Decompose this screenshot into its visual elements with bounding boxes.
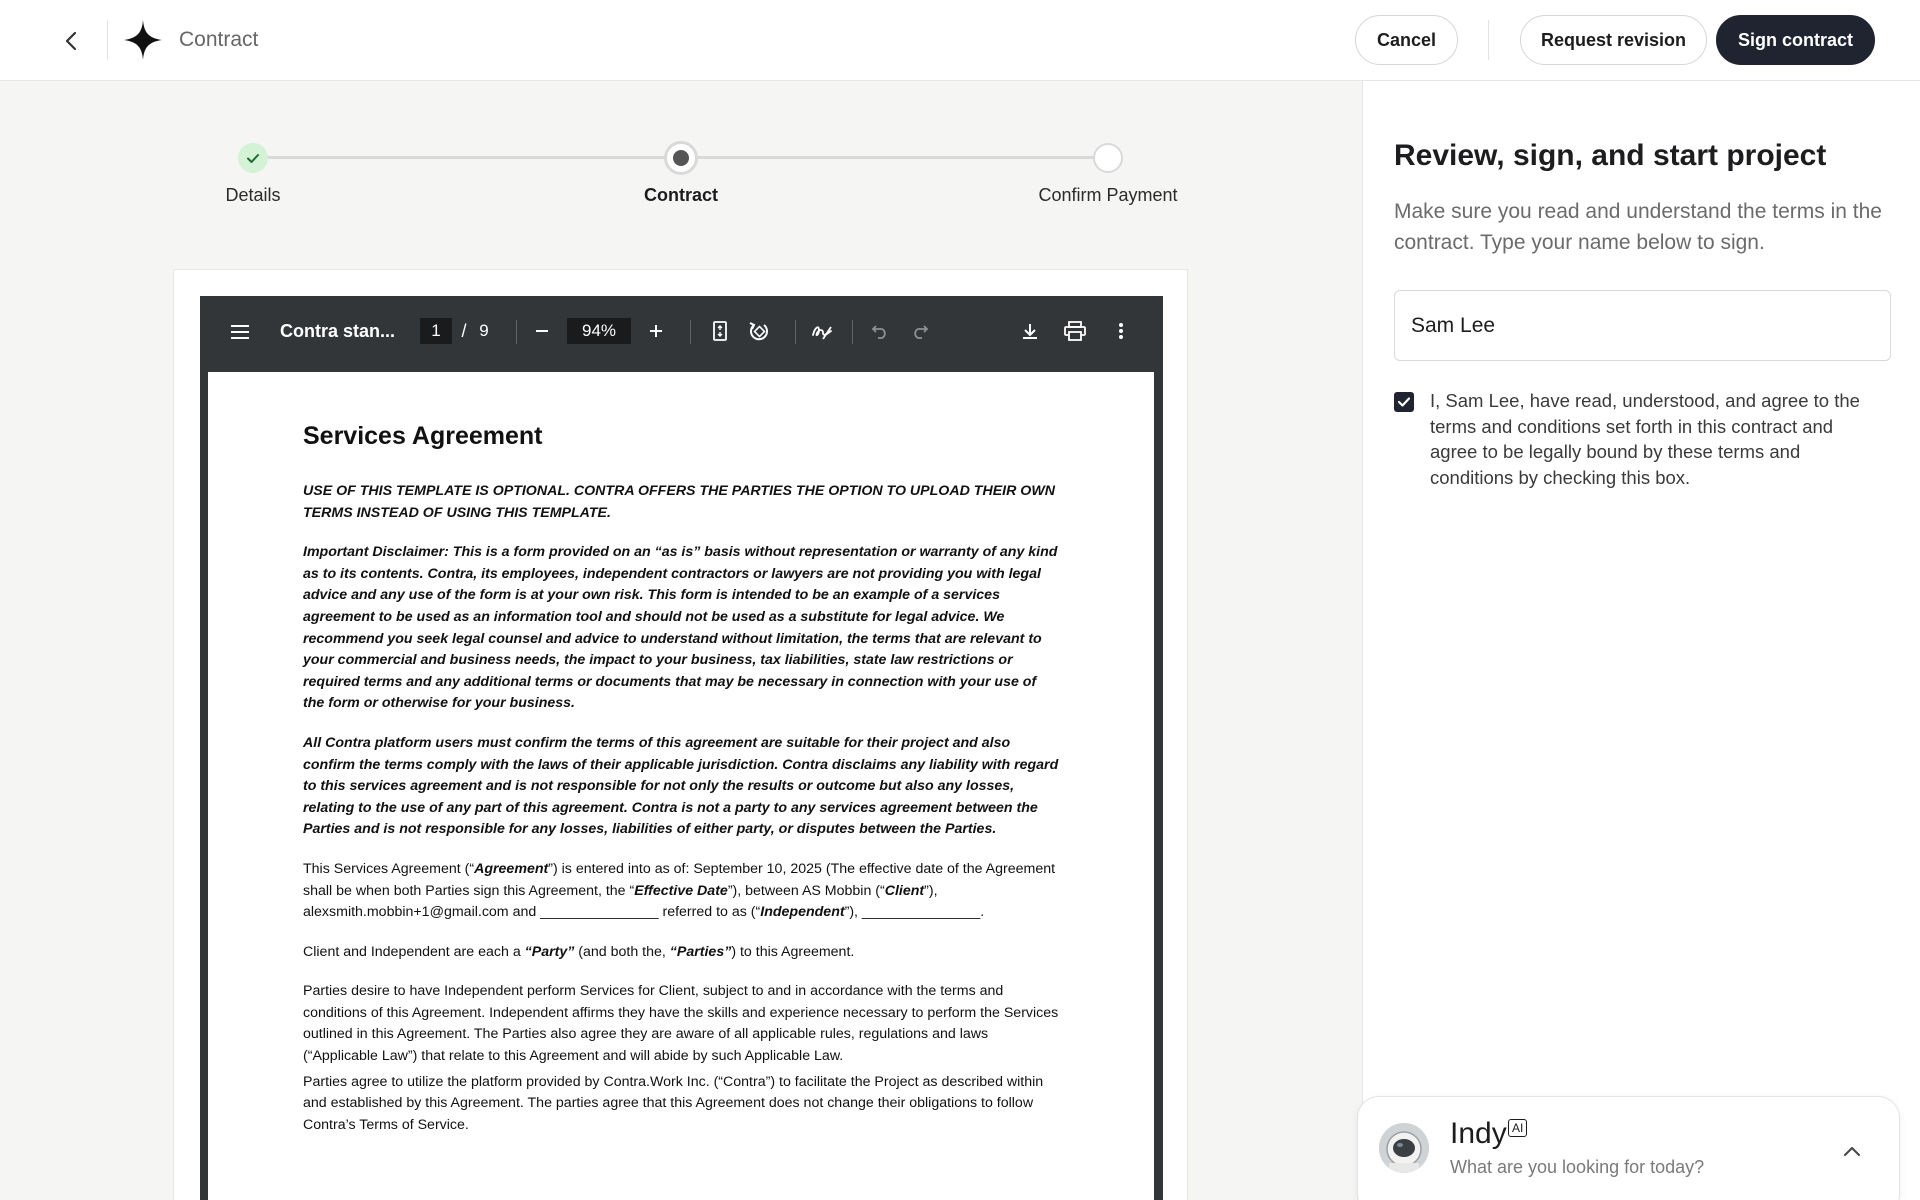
assistant-prompt: What are you looking for today? <box>1450 1157 1705 1177</box>
agree-label: I, Sam Lee, have read, understood, and agree to the terms and conditions set forth in this contract and agree to be legally bound by these terms and conditions by checking this box. <box>1430 390 1860 488</box>
total-pages: 9 <box>479 321 489 340</box>
rotate-button[interactable] <box>746 318 772 344</box>
request-revision-button[interactable]: Request revision <box>1520 15 1707 65</box>
step-label-confirm-payment: Confirm Payment <box>1038 185 1178 205</box>
menu-button[interactable] <box>226 318 254 346</box>
step-label-contract: Contract <box>643 185 718 205</box>
assistant-widget[interactable] <box>1357 1096 1900 1200</box>
chevron-left-icon <box>64 30 78 52</box>
back-button[interactable] <box>52 24 90 58</box>
contra-logo-icon <box>124 20 162 60</box>
page-number-input[interactable]: 1 <box>420 318 452 344</box>
chevron-up-icon <box>1843 1146 1861 1157</box>
sign-contract-button[interactable]: Sign contract <box>1716 15 1875 65</box>
panel-subtitle: Make sure you read and understand the terms in the contract. Type your name below to sign. <box>1394 200 1882 254</box>
document-paragraph: Parties agree to utilize the platform provided by Contra.Work Inc. (“Contra”) to facilitate the Project as described within and established by this Agreement. The parties agree that this Agreement does not change their obligations to follow Contra’s Terms of Service. <box>303 1073 1044 1133</box>
redo-icon <box>911 323 929 339</box>
minus-icon <box>534 323 550 339</box>
stepper-connector <box>253 156 680 159</box>
redo-button[interactable] <box>907 318 933 344</box>
page-title: Contract <box>179 28 259 51</box>
step-label-details: Details <box>225 185 281 205</box>
download-icon <box>1021 322 1039 340</box>
step-complete-dot <box>238 143 268 173</box>
astronaut-avatar-icon <box>1379 1123 1429 1173</box>
zoom-out-button[interactable] <box>529 318 555 344</box>
rotate-icon <box>748 320 770 342</box>
undo-button[interactable] <box>867 318 893 344</box>
check-icon <box>238 143 268 173</box>
step-upcoming-dot <box>1093 143 1123 173</box>
pdf-toolbar <box>200 296 1163 367</box>
document-title: Services Agreement <box>303 422 543 450</box>
pdf-page <box>208 372 1154 1200</box>
main-content <box>0 81 1362 1200</box>
divider <box>1488 20 1489 60</box>
assistant-avatar <box>1379 1123 1429 1173</box>
toolbar-divider <box>690 320 691 344</box>
toolbar-divider <box>795 320 796 344</box>
document-paragraph: This Services Agreement (“Agreement”) is entered into as of: September 10, 2025 (The effective date of the Agreement shall be when both Parties sign this Agreement, the “Effective Date”), between AS Mobbin (“Client”), alexsmith.mobbin+1@gmail.com and _______________ referred to as (“Independent”), _______________. <box>303 860 1056 921</box>
fit-page-icon <box>712 321 728 341</box>
assistant-name: Indy <box>1450 1117 1507 1150</box>
divider <box>107 20 108 60</box>
download-button[interactable] <box>1017 318 1043 344</box>
print-button[interactable] <box>1062 318 1088 344</box>
document-paragraph: Important Disclaimer: This is a form provided on an “as is” basis without representation or warranty of any kind as to its contents. Contra, its employees, independent contractors or lawyers are not providing you with legal advice and any use of the form is at your own risk. This form is intended to be an example of a services agreement to be used as an information tool and should not be used as a substitute for legal advice. We recommend you seek legal counsel and advice to understand without limitation, the terms that are relevant to your commercial and business needs, the impact to your business, tax liabilities, state law restrictions or required terms and any additional terms or documents that may be necessary in connection with your use of the form or otherwise for your business. <box>303 544 1058 712</box>
zoom-input[interactable]: 94% <box>567 318 631 344</box>
plus-icon <box>648 323 664 339</box>
document-paragraph: All Contra platform users must confirm the terms of this agreement are suitable for their project and also confirm the terms comply with the laws of their applicable jurisdiction. Contra disclaims any liability with regard to this services agreement and is not responsible for not only the results or outcome but also any losses, relating to the use of any part of this agreement. Contra is not a party to any services agreement between the Parties and is not responsible for any losses, liabilities of either party, or disputes between the Parties. <box>303 734 1059 838</box>
top-bar <box>0 0 1920 81</box>
page-separator: / <box>461 320 467 341</box>
more-options-button[interactable] <box>1108 318 1134 344</box>
cancel-button[interactable]: Cancel <box>1355 15 1458 65</box>
document-paragraph: USE OF THIS TEMPLATE IS OPTIONAL. CONTRA OFFERS THE PARTIES THE OPTION TO UPLOAD THEIR OWN TERMS INSTEAD OF USING THIS TEMPLATE. <box>303 483 1055 521</box>
signature-name-input[interactable] <box>1394 290 1891 361</box>
print-icon <box>1064 321 1086 341</box>
signature-pen-icon <box>811 321 833 341</box>
annotate-button[interactable] <box>809 318 835 344</box>
toolbar-divider <box>852 320 853 344</box>
ai-badge: AI <box>1508 1119 1527 1137</box>
toolbar-divider <box>516 320 517 344</box>
panel-title: Review, sign, and start project <box>1394 139 1827 172</box>
zoom-in-button[interactable] <box>643 318 669 344</box>
document-paragraph: Client and Independent are each a “Party” (and both the, “Parties”) to this Agreement. <box>303 943 855 960</box>
stepper-connector <box>680 156 1108 159</box>
step-current-dot <box>664 141 698 175</box>
pdf-file-name: Contra stan... <box>280 320 396 341</box>
hamburger-icon <box>230 324 250 340</box>
pdf-viewer <box>200 296 1163 1200</box>
check-icon <box>1397 396 1411 408</box>
expand-assistant-button[interactable] <box>1840 1141 1864 1161</box>
contract-card <box>173 269 1188 1200</box>
sign-panel <box>1362 81 1920 1200</box>
agree-checkbox[interactable] <box>1394 392 1414 412</box>
document-paragraph: Parties desire to have Independent perform Services for Client, subject to and in accordance with the terms and conditions of this Agreement. Independent affirms they have the skills and experience necessary to perform the Services outlined in this Agreement. The Parties also agree they are aware of all applicable rules, regulations and laws (“Applicable Law”) that relate to this Agreement and will abide by such Applicable Law. <box>303 983 1059 1065</box>
fit-page-button[interactable] <box>707 318 733 344</box>
more-vertical-icon <box>1118 322 1124 340</box>
undo-icon <box>871 323 889 339</box>
